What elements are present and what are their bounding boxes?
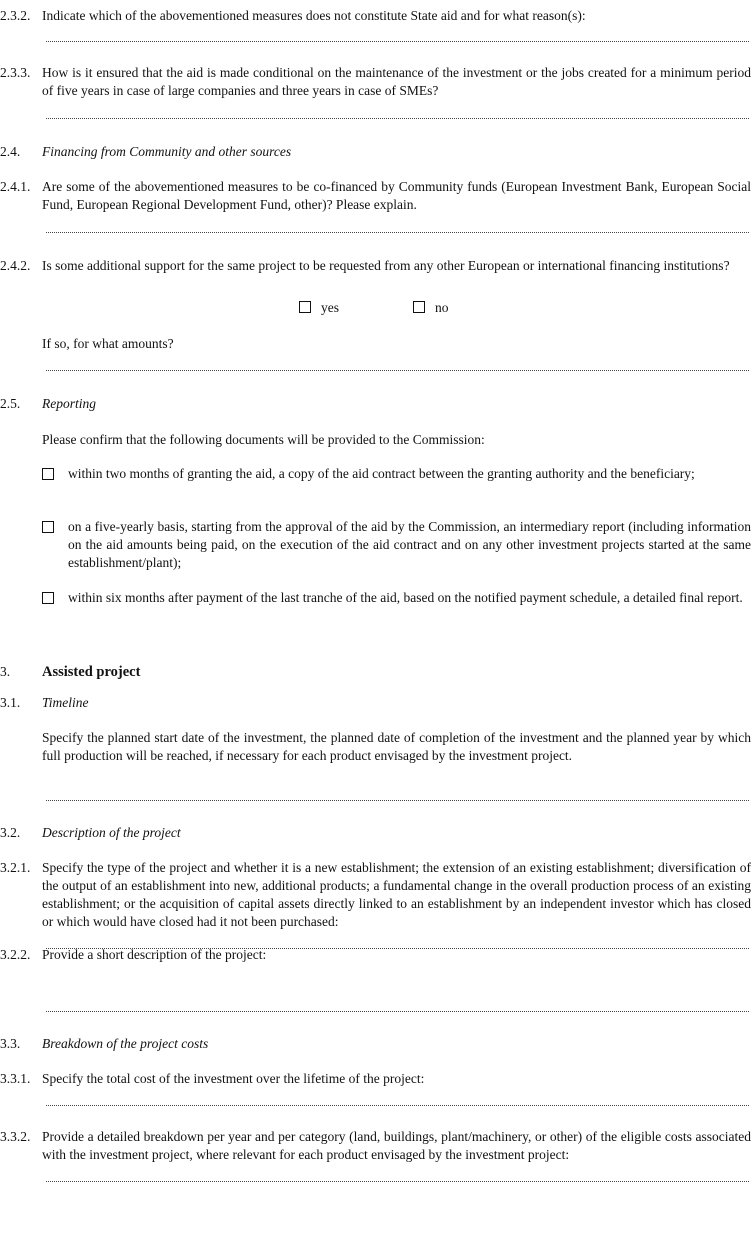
answer-line[interactable] bbox=[46, 41, 749, 42]
section-text: Are some of the abovementioned measures to be co-financed by Community funds (European Investment Bank, European Social Fund, European Regional Development Fund, other)? Please explain. bbox=[42, 179, 751, 212]
yes-checkbox[interactable] bbox=[299, 301, 311, 313]
answer-line[interactable] bbox=[46, 232, 749, 233]
section-text: Provide a short description of the project: bbox=[42, 947, 267, 962]
reporting-checkbox[interactable] bbox=[42, 592, 54, 604]
answer-line[interactable] bbox=[46, 1105, 749, 1106]
reporting-checkbox[interactable] bbox=[42, 468, 54, 480]
answer-line[interactable] bbox=[46, 1181, 749, 1182]
section-number: 3. bbox=[0, 664, 11, 679]
section-number: 3.3.1. bbox=[0, 1071, 31, 1086]
section-title: Assisted project bbox=[42, 664, 141, 680]
answer-line[interactable] bbox=[46, 118, 749, 119]
section-number: 2.4.1. bbox=[0, 179, 31, 194]
section-text: Indicate which of the abovementioned measures does not constitute State aid and for what reason(s): bbox=[42, 8, 586, 23]
no-option[interactable] bbox=[413, 299, 449, 317]
section-number: 3.2.1. bbox=[0, 860, 31, 875]
reporting-intro-text: Please confirm that the following documents will be provided to the Commission: bbox=[42, 432, 485, 447]
section-number: 2.4. bbox=[0, 144, 21, 159]
section-number: 3.3.2. bbox=[0, 1129, 31, 1144]
section-text: Specify the type of the project and whether it is a new establishment; the extension of an existing establishment; diversification of the output of an establishment into new, additional products; a fundamental change in the overall production process of an existing establishment; or the acquisition of capital assets directly linked to an establishment by an independent investor which has closed or which would have closed had it not been purchased: bbox=[42, 860, 751, 929]
section-number: 3.3. bbox=[0, 1036, 21, 1051]
section-number: 3.2.2. bbox=[0, 947, 31, 962]
answer-line[interactable] bbox=[46, 370, 749, 371]
section-title: Timeline bbox=[42, 695, 89, 710]
section-number: 2.3.3. bbox=[0, 65, 31, 80]
section-text: Provide a detailed breakdown per year and per category (land, buildings, plant/machinery, or other) of the eligible costs associated with the investment project, where relevant for each product envisaged by the investment project: bbox=[42, 1129, 751, 1162]
no-checkbox[interactable] bbox=[413, 301, 425, 313]
section-text: Is some additional support for the same project to be requested from any other European or international financing institutions? bbox=[42, 258, 730, 273]
section-text: Specify the planned start date of the investment, the planned date of completion of the investment and the planned year by which full production will be reached, if necessary for each product envisaged by the investment project. bbox=[42, 730, 751, 763]
no-label: no bbox=[435, 300, 449, 315]
answer-line[interactable] bbox=[46, 1011, 749, 1012]
yes-option[interactable] bbox=[299, 299, 339, 317]
followup-text: If so, for what amounts? bbox=[42, 336, 174, 351]
section-title: Reporting bbox=[42, 396, 96, 411]
section-text: Specify the total cost of the investment over the lifetime of the project: bbox=[42, 1071, 425, 1086]
answer-line[interactable] bbox=[46, 800, 749, 801]
section-number: 3.2. bbox=[0, 825, 21, 840]
section-number: 2.4.2. bbox=[0, 258, 31, 273]
reporting-item-text: within two months of granting the aid, a copy of the aid contract between the granting authority and the beneficiary; bbox=[68, 466, 695, 481]
section-number: 3.1. bbox=[0, 695, 21, 710]
reporting-item-text: within six months after payment of the last tranche of the aid, based on the notified payment schedule, a detailed final report. bbox=[68, 590, 743, 605]
section-title: Breakdown of the project costs bbox=[42, 1036, 209, 1051]
section-title: Financing from Community and other sources bbox=[42, 144, 292, 159]
section-number: 2.5. bbox=[0, 396, 21, 411]
section-text: How is it ensured that the aid is made conditional on the maintenance of the investment or the jobs created for a minimum period of five years in case of large companies and three years in case of SMEs? bbox=[42, 65, 751, 98]
section-title: Description of the project bbox=[42, 825, 181, 840]
section-number: 2.3.2. bbox=[0, 8, 31, 23]
reporting-item-text: on a five-yearly basis, starting from the approval of the aid by the Commission, an intermediary report (including information on the aid amounts being paid, on the execution of the aid contract and on any other investment projects started at the same establishment/plant); bbox=[68, 519, 751, 570]
reporting-checkbox[interactable] bbox=[42, 521, 54, 533]
yes-label: yes bbox=[321, 300, 339, 315]
